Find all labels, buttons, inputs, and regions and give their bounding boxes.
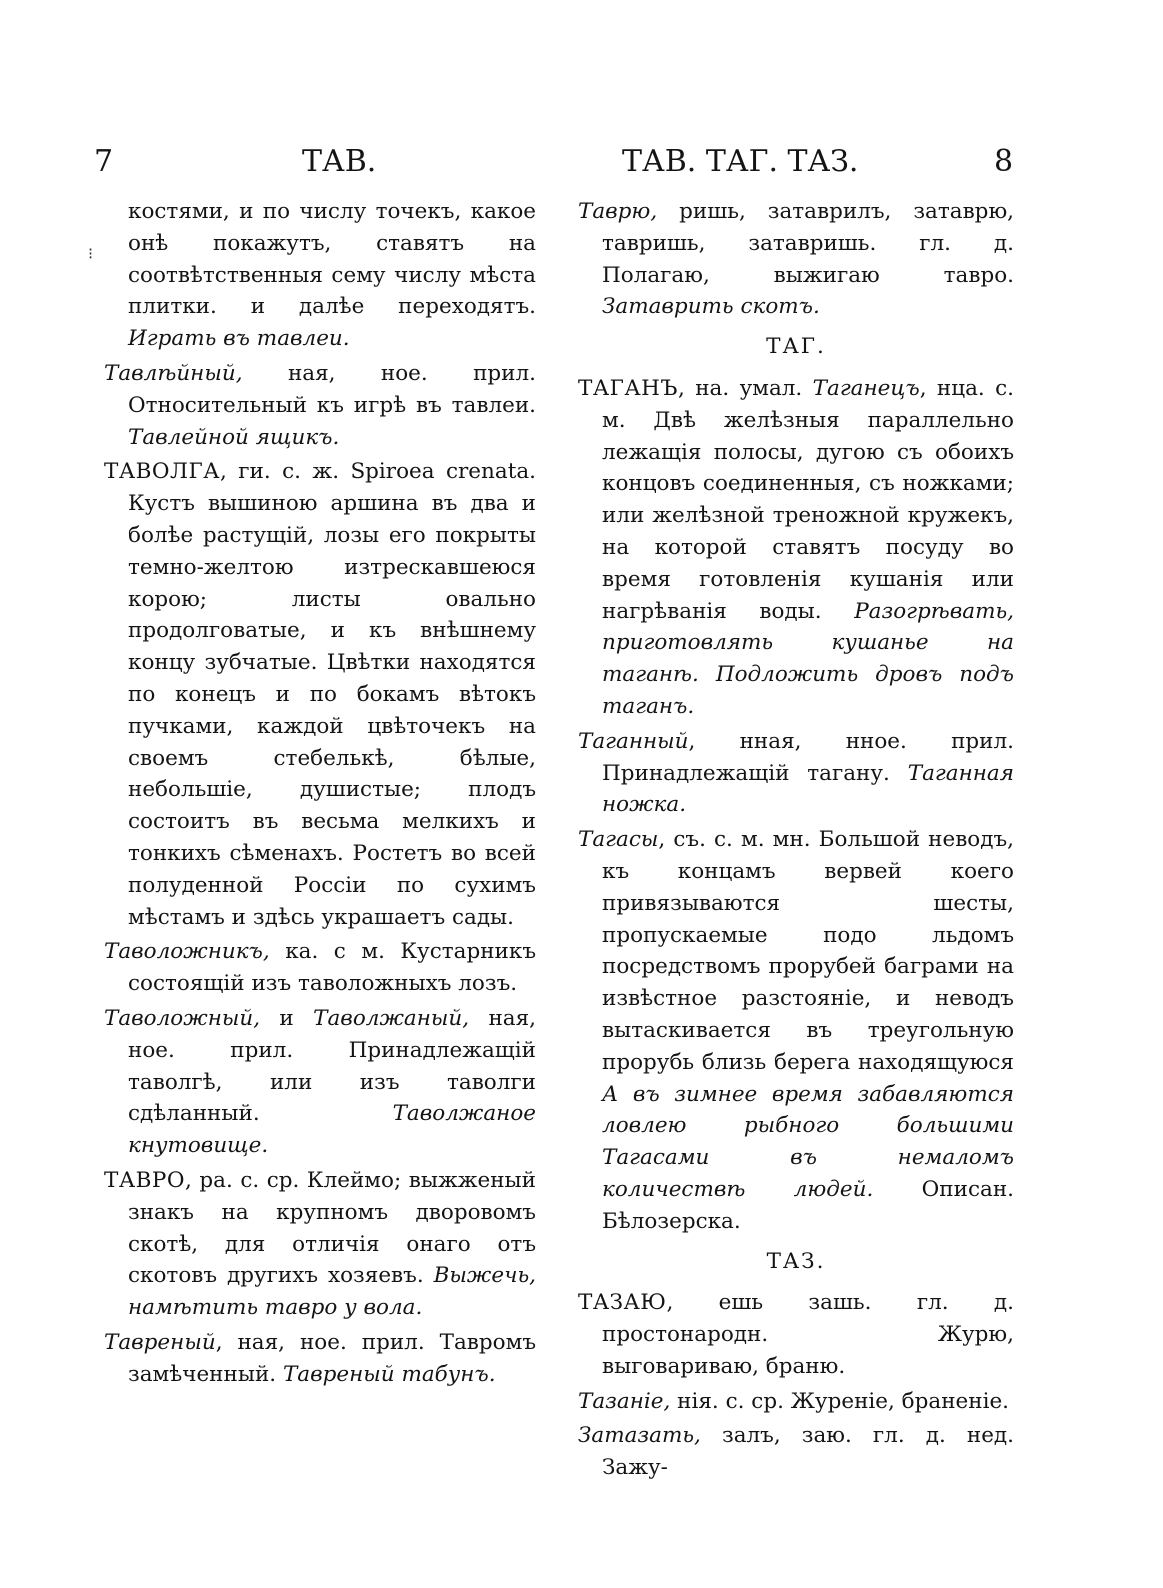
definition-part: , на. умал. [677,375,803,401]
connector: и [279,1005,294,1031]
headword: Тавлѣйный, [104,360,243,386]
right-column [578,196,1014,1487]
headword: Таволожный, [104,1005,261,1031]
entry-zatazat [578,1420,1014,1484]
source-citation: Описан. Бѣлозерска. [602,1176,1014,1234]
example: Тавреный табунъ. [282,1361,496,1387]
example: Таволжаное кнутовище. [128,1101,536,1159]
continuation-example: Играть въ тавлеи. [128,326,350,352]
definition: залъ, заю. гл. д. нед. Зажу- [602,1423,1014,1481]
right-page-number: 8 [994,144,1014,179]
left-page-number: 7 [94,144,114,179]
entry-tazanie [578,1386,1014,1418]
headword: Таврю, [578,199,658,224]
entry-tavolga [104,456,536,933]
example: Таганная ножка. [602,760,1014,818]
example: Разогрѣвать, приготовлять кушанье на таганѣ. Подложить дровъ подъ таганъ. [602,598,1014,719]
definition: ришь, затаврилъ, затаврю, тавришь, затавришь. гл. д. Полагаю, выжигаю тавро. [602,199,1015,288]
section-heading-tag: ТАГ. [766,334,826,360]
headword: Тавреный [104,1329,216,1355]
headword: Затазать, [578,1423,701,1449]
entry-tagasy [578,824,1014,1237]
definition: , ешь зашь. гл. д. простонародн. Журю, выговариваю, браню. [602,1290,1014,1379]
headword: ТАВРО [104,1167,186,1193]
headword: ТАГАНЪ [578,375,678,401]
definition: , нная, нное. прил. Принадлежащій тагану. [602,728,1014,786]
headword: ТАВОЛГА [104,459,221,485]
section-heading-taz: ТАЗ. [766,1248,826,1274]
definition: , ра. с. ср. Клеймо; выжженый знакъ на крупномъ дворовомъ скотѣ, для отличія онаго отъ скотовъ другихъ хозяевъ. [128,1167,536,1289]
left-running-head: ТАВ. [302,144,377,179]
margin-mark: ⁝ [88,244,94,263]
left-column [104,196,536,1393]
continuation-paragraph [104,196,536,355]
headword: Тагасы [578,827,659,853]
entry-tagannyi [578,726,1014,821]
entry-tavro [104,1165,536,1324]
definition: , ги. с. ж. Spiroea crenata. Кустъ вышиною аршина въ два и болѣе растущій, лозы его покрыты темно-желтою изтрескавшеюся корою; листы овально продолговатые, и къ внѣшнему концу зубчатые. Цвѣтки находятся по конецъ и по бокамъ вѣтокъ пучками, каждой цвѣточекъ на своемъ стебелькѣ, бѣлые, небольшіе, душистые; плодъ состоитъ въ весьма мелкихъ и тонкихъ сѣменахъ. Ростетъ во всей полуденной Россіи по сухимъ мѣстамъ и здѣсь украшаетъ сады. [128,459,536,930]
entry-tavreny [104,1327,536,1391]
example: Затаврить скотъ. [602,294,820,320]
headword-variant: Таволжаный, [313,1005,470,1031]
example: А въ зимнее время забавляются ловлею рыбного большими Тагасами въ немаломъ количествѣ людей. [602,1081,1014,1202]
example: Выжечь, намѣтить тавро у вола. [128,1263,536,1321]
definition: ная, ное. прил. Относительный къ игрѣ въ тавлеи. [128,360,536,418]
example: Тавлейной ящикъ. [128,424,340,450]
definition: нія. с. ср. Журеніе, браненіе. [677,1388,1010,1414]
definition: , нца. с. м. Двѣ желѣзныя параллельно лежащія полосы, дугою съ обоихъ концовъ соединенныя, съ ножками; или желѣзной треножной кружекъ, на которой ставятъ посуду во время готовленія кушанія или нагрѣванія воды. [602,375,1015,624]
headword: Таволожникъ, [104,939,270,965]
headword: ТАЗАЮ [578,1290,667,1316]
entry-tavolozhny [104,1003,536,1162]
definition: ка. с м. Кустарникъ состоящій изъ таволожныхъ лозъ. [128,939,536,997]
entry-tazayu [578,1287,1014,1382]
headword: Тазанiе, [578,1388,671,1414]
definition: ная, ное. прил. Принадлежащій таволгѣ, или изъ таволги сдѣланный. [128,1005,536,1127]
headword: Таганный [578,728,689,754]
definition: , съ. с. м. мн. Большой неводъ, къ концамъ вервей коего привязываются шесты, пропускаемые подо льдомъ посредствомъ прорубей баграми на извѣстное разстояніе, и неводъ вытаскивается въ треугольную прорубь близь берега находящуюся [602,827,1014,1075]
entry-tagan [578,373,1014,723]
entry-tavolozhnik [104,936,536,1000]
definition: , ная, ное. прил. Тавромъ замѣченный. [128,1329,536,1387]
entry-tavryu [578,196,1014,323]
entry-tavleiny [104,358,536,453]
diminutive: Таганецъ [812,375,920,401]
right-running-head: ТАВ. ТАГ. ТАЗ. [622,144,859,179]
continuation-text: костями, и по числу точекъ, какое онѣ покажутъ, ставятъ на соотвѣтственныя сему числу мѣста плитки. и далѣе переходятъ. [128,199,536,320]
